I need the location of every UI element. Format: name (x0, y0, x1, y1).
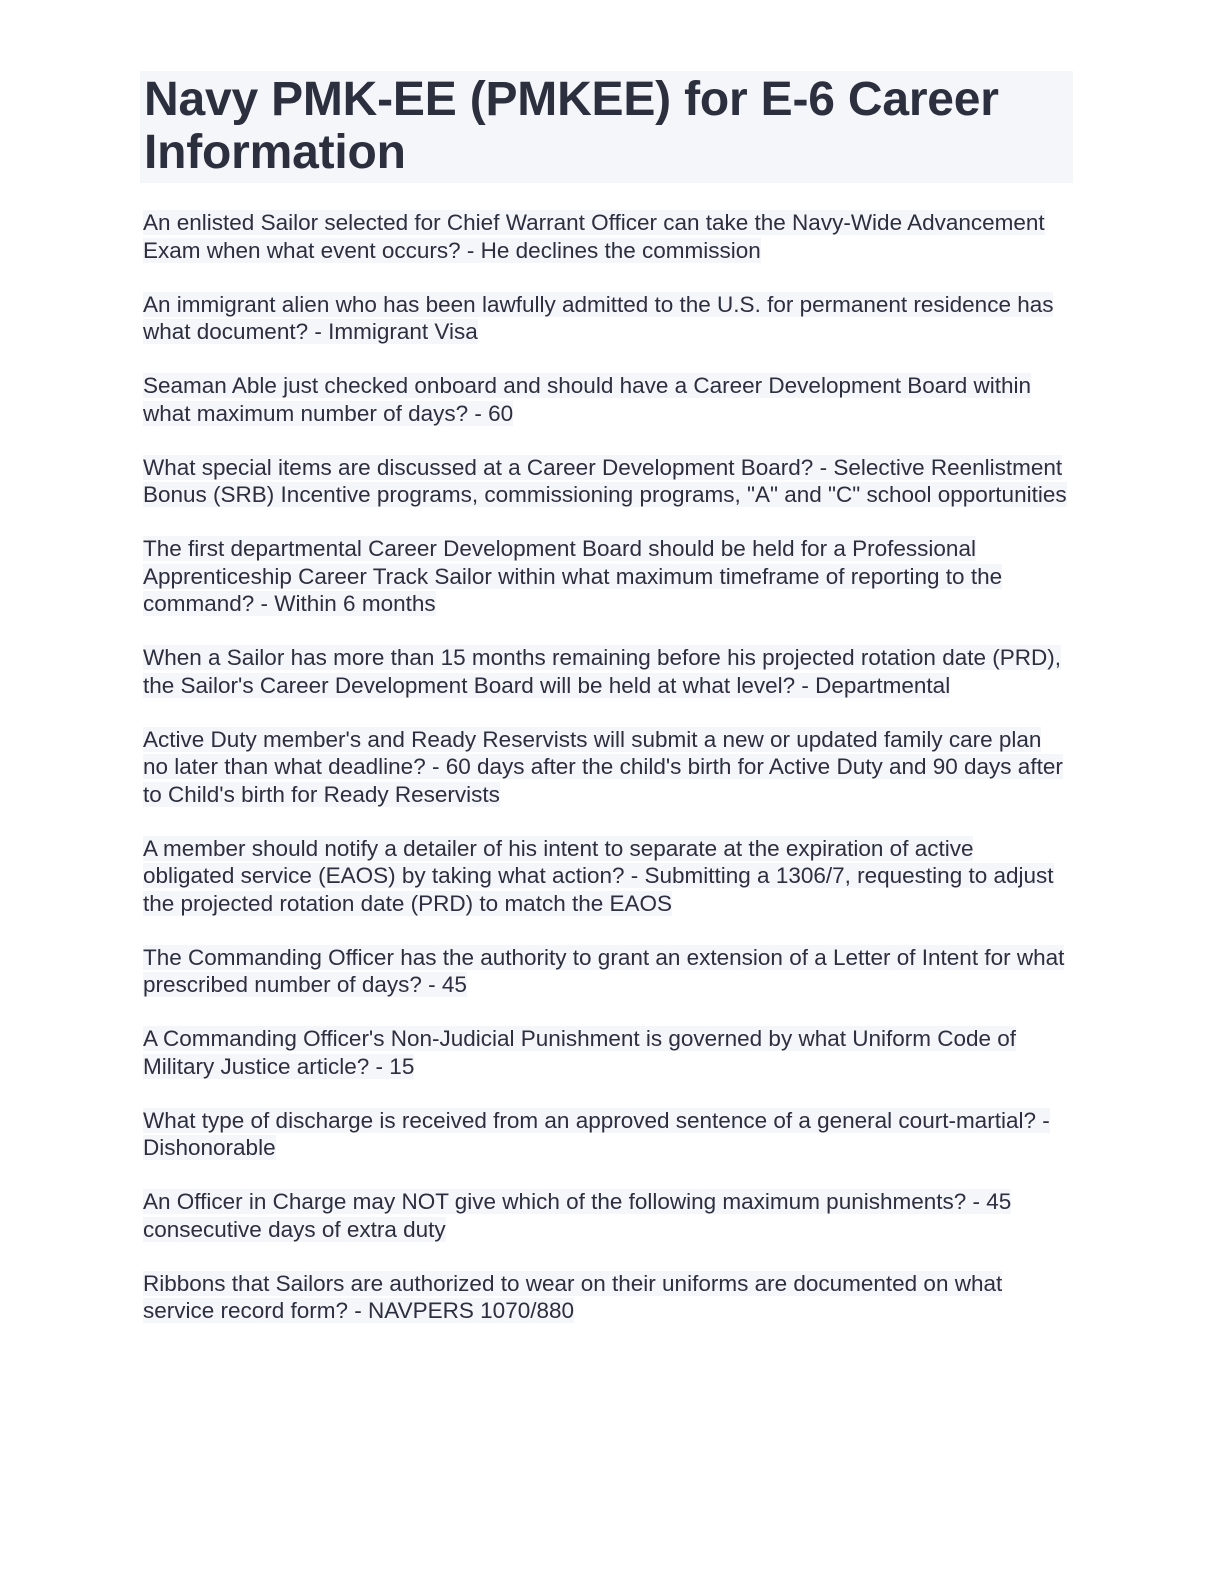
qa-text: An enlisted Sailor selected for Chief Warrant Officer can take the Navy-Wide Advancement Exam when what event occurs? - He declines the commission (143, 210, 1045, 263)
qa-text: The Commanding Officer has the authority to grant an extension of a Letter of Intent for what prescribed number of days? - 45 (143, 944, 1065, 997)
qa-item (140, 291, 1073, 346)
document-page (140, 71, 1073, 1351)
title-block (140, 71, 1073, 183)
qa-text: When a Sailor has more than 15 months remaining before his projected rotation date (PRD), the Sailor's Career Development Board will be held at what level? - Departmental (143, 645, 1061, 698)
qa-item (140, 1270, 1073, 1325)
qa-item (140, 1025, 1073, 1080)
qa-text: The first departmental Career Development Board should be held for a Professional Apprenticeship Career Track Sailor within what maximum timeframe of reporting to the command? - Within 6 months (143, 536, 1003, 616)
qa-text: Seaman Able just checked onboard and should have a Career Development Board within what maximum number of days? - 60 (143, 373, 1032, 426)
qa-text: What type of discharge is received from an approved sentence of a general court-martial? - Dishonorable (143, 1107, 1050, 1160)
qa-item (140, 944, 1073, 999)
qa-item (140, 535, 1073, 618)
qa-text: Active Duty member's and Ready Reservists will submit a new or updated family care plan no later than what deadline? - 60 days after the child's birth for Active Duty and 90 days after to Child's birth for Ready Reservists (143, 726, 1063, 807)
qa-text: What special items are discussed at a Career Development Board? - Selective Reenlistment Bonus (SRB) Incentive programs, commissioning programs, "A" and "C" school opportunities (143, 454, 1067, 507)
qa-text: A Commanding Officer's Non-Judicial Punishment is governed by what Uniform Code of Military Justice article? - 15 (143, 1026, 1017, 1079)
qa-text: An immigrant alien who has been lawfully admitted to the U.S. for permanent residence has what document? - Immigrant Visa (143, 291, 1054, 344)
qa-item (140, 209, 1073, 264)
qa-item (140, 726, 1073, 809)
document-title: Navy PMK-EE (PMKEE) for E-6 Career Information (144, 73, 999, 179)
qa-item (140, 1188, 1073, 1243)
qa-item (140, 644, 1073, 699)
qa-item (140, 454, 1073, 509)
qa-item (140, 1107, 1073, 1162)
qa-item (140, 372, 1073, 427)
qa-text: A member should notify a detailer of his intent to separate at the expiration of active obligated service (EAOS) by taking what action? - Submitting a 1306/7, requesting to adjust the projected rotation date (PRD) to match the EAOS (143, 835, 1054, 916)
qa-text: An Officer in Charge may NOT give which of the following maximum punishments? - 45 consecutive days of extra duty (143, 1189, 1012, 1242)
qa-text: Ribbons that Sailors are authorized to wear on their uniforms are documented on what service record form? - NAVPERS 1070/880 (143, 1270, 1003, 1323)
qa-list (140, 209, 1073, 1325)
qa-item (140, 835, 1073, 918)
